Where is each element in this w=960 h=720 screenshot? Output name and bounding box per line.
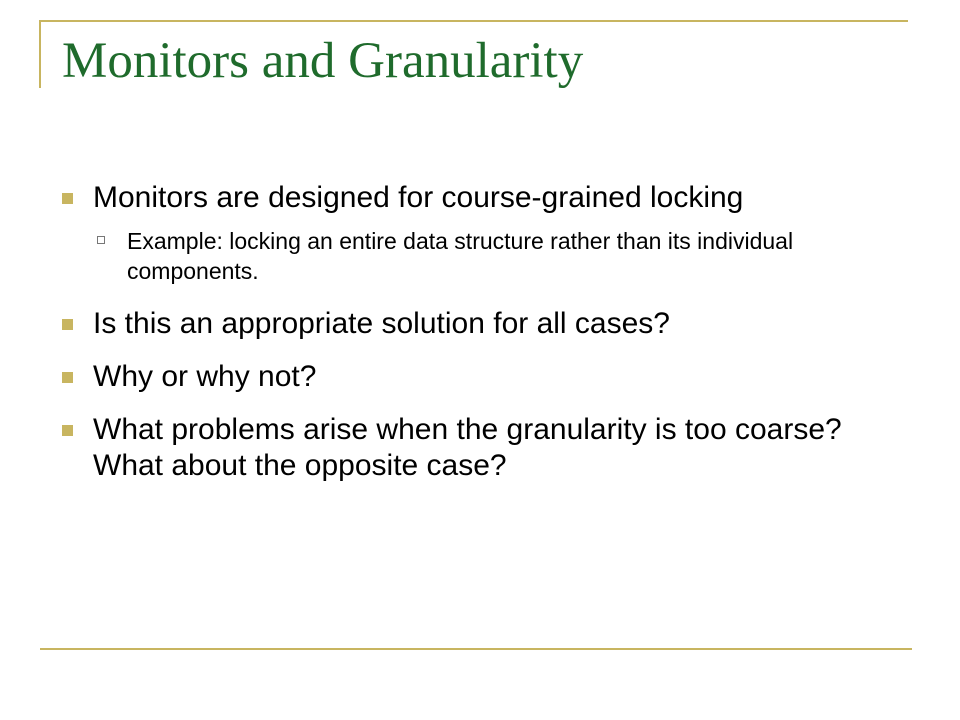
square-bullet-icon bbox=[62, 193, 73, 204]
hollow-square-bullet-icon bbox=[97, 236, 105, 244]
bullet-text: Monitors are designed for course-grained locking bbox=[93, 181, 744, 214]
bullet-text: What problems arise when the granularity is too coarse? What about the opposite case? bbox=[93, 413, 842, 482]
square-bullet-icon bbox=[62, 372, 73, 383]
top-rule bbox=[40, 20, 908, 22]
square-bullet-icon bbox=[62, 319, 73, 330]
slide-title: Monitors and Granularity bbox=[62, 33, 584, 89]
bottom-rule bbox=[40, 648, 912, 650]
bullet-item bbox=[62, 412, 882, 484]
bullet-list bbox=[62, 180, 882, 504]
left-rule bbox=[39, 20, 41, 88]
square-bullet-icon bbox=[62, 425, 73, 436]
sub-bullet-item bbox=[93, 226, 882, 286]
sub-bullet-list bbox=[93, 226, 882, 286]
bullet-item bbox=[62, 359, 882, 395]
sub-bullet-text: Example: locking an entire data structure rather than its individual components. bbox=[127, 228, 794, 284]
bullet-item bbox=[62, 306, 882, 342]
bullet-item bbox=[62, 180, 882, 286]
bullet-text: Is this an appropriate solution for all cases? bbox=[93, 307, 670, 340]
bullet-text: Why or why not? bbox=[93, 360, 317, 393]
